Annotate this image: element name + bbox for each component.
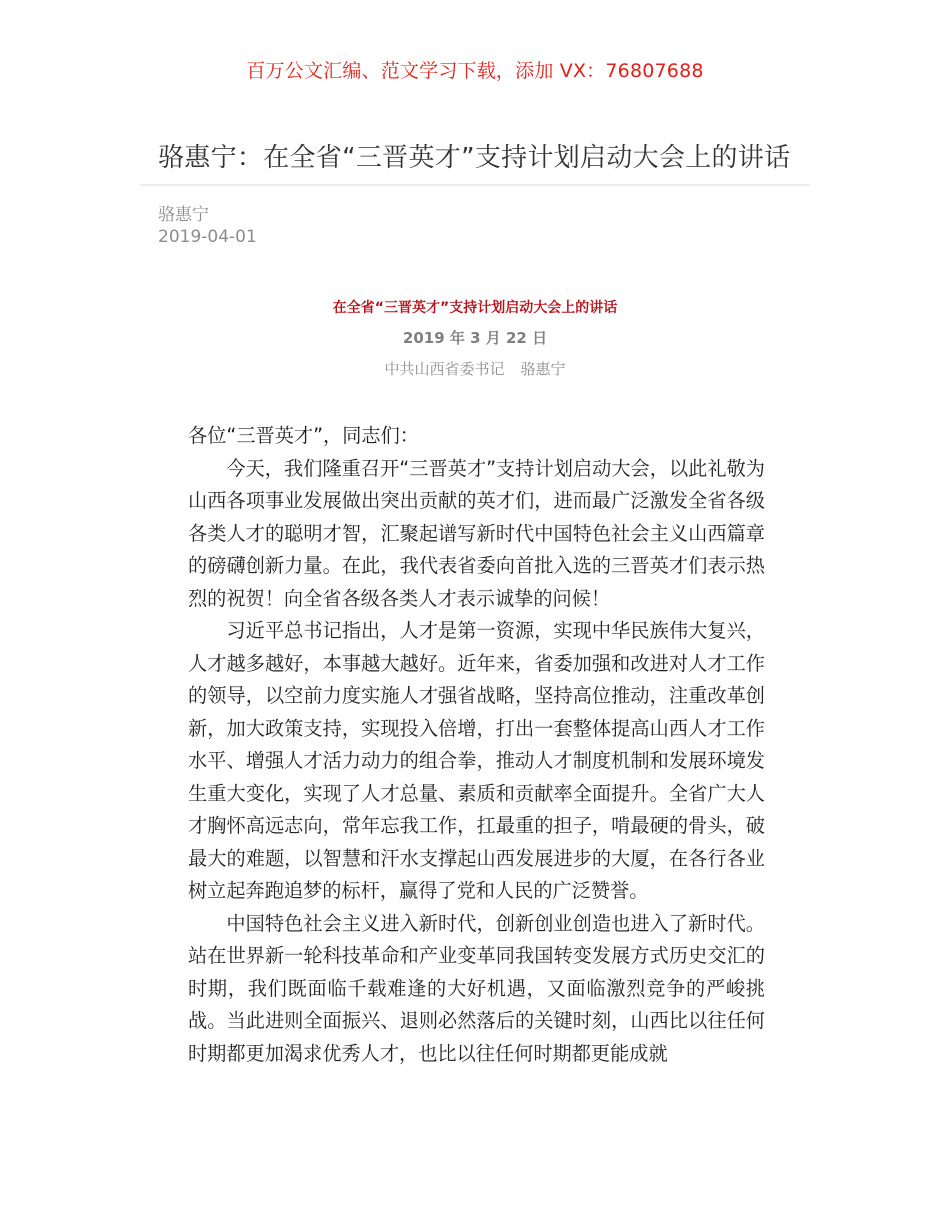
watermark-banner: 百万公文汇编、范文学习下载，添加 VX：76807688 <box>246 60 704 82</box>
article-date: 2019-04-01 <box>158 227 257 247</box>
salutation: 各位“三晋英才”，同志们： <box>188 424 419 447</box>
speaker-name: 骆惠宁 <box>520 360 566 378</box>
title-divider <box>140 184 810 186</box>
body-paragraph: 中国特色社会主义进入新时代，创新创业创造也进入了新时代。站在世界新一轮科技革命和产业变革同我国转变发展方式历史交汇的时期，我们既面临千载难逢的大好机遇，又面临激烈竞争的严峻挑战。当此进则全面振兴、退则必然落后的关键时刻，山西比以往任何时期都更加渴求优秀人才，也比以往任何时期都更能成就 <box>188 911 765 1065</box>
article-author: 骆惠宁 <box>158 205 209 225</box>
speech-body <box>188 420 765 1070</box>
article-meta <box>158 204 257 248</box>
speech-speaker <box>0 358 950 379</box>
body-paragraph: 习近平总书记指出，人才是第一资源，实现中华民族伟大复兴，人才越多越好，本事越大越好。近年来，省委加强和改进对人才工作的领导，以空前力度实施人才强省战略，坚持高位推动，注重改革创新，加大政策支持，实现投入倍增，打出一套整体提高山西人才工作水平、增强人才活力动力的组合拳，推动人才制度机制和发展环境发生重大变化，实现了人才总量、素质和贡献率全面提升。全省广大人才胸怀高远志向，常年忘我工作，扛最重的担子，啃最硬的骨头，破最大的难题，以智慧和汗水支撑起山西发展进步的大厦，在各行各业树立起奔跑追梦的标杆，赢得了党和人民的广泛赞誉。 <box>188 619 765 902</box>
speech-date: 2019 年 3 月 22 日 <box>402 329 548 347</box>
article-title: 骆惠宁：在全省“三晋英才”支持计划启动大会上的讲话 <box>158 143 791 173</box>
speaker-position: 中共山西省委书记 <box>384 360 505 378</box>
body-paragraph: 今天，我们隆重召开“三晋英才”支持计划启动大会，以此礼敬为山西各项事业发展做出突出贡献的英才们，进而最广泛激发全省各级各类人才的聪明才智，汇聚起谱写新时代中国特色社会主义山西篇章的磅礴创新力量。在此，我代表省委向首批入选的三晋英才们表示热烈的祝贺！向全省各级各类人才表示诚挚的问候！ <box>188 456 765 610</box>
speech-title: 在全省“三晋英才”支持计划启动大会上的讲话 <box>332 300 618 316</box>
